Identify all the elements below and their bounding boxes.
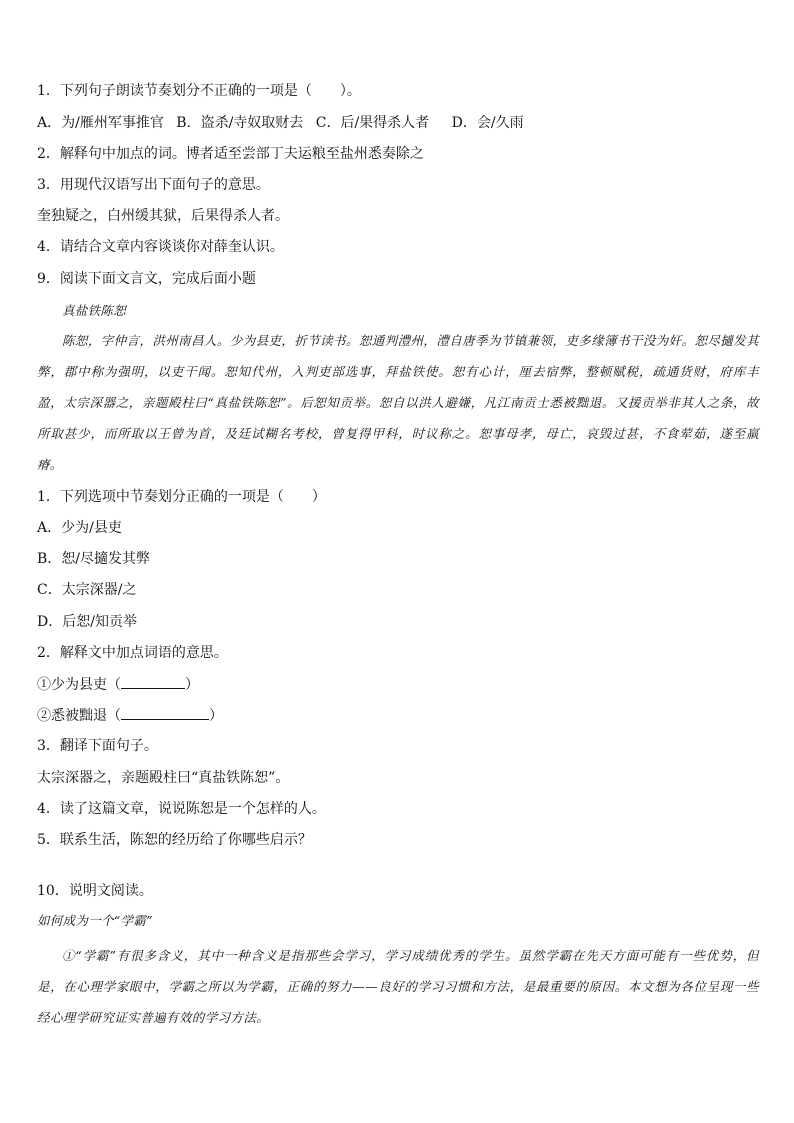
- article-title: 如何成为一个“学霸”: [37, 913, 153, 928]
- s9-question-3: 3．翻译下面句子。: [37, 738, 158, 754]
- section-9-heading: 9．阅读下面文言文，完成后面小题: [37, 271, 256, 287]
- s9-option-b: B．恕/尽擿发其弊: [37, 551, 151, 567]
- s9-q2-item-1: ①少为县吏（ ）: [37, 674, 199, 695]
- question-1-options: [37, 113, 532, 133]
- question-3-sentence: 奎独疑之，白州缓其狱，后果得杀人者。: [37, 208, 289, 224]
- s9-question-2: 2．解释文中加点词语的意思。: [37, 645, 228, 661]
- s9-question-4: 4．读了这篇文章，说说陈恕是一个怎样的人。: [37, 801, 326, 817]
- answer-blank[interactable]: [121, 705, 209, 720]
- s9-option-a: A．少为/县吏: [37, 520, 122, 536]
- question-2: 2．解释句中加点的词。博者适至尝部丁夫运粮至盐州悉奏除之: [37, 146, 424, 162]
- s9-q2-item-2: ②悉被黜退（ ）: [37, 705, 223, 726]
- question-3: 3．用现代汉语写出下面句子的意思。: [37, 177, 270, 193]
- option-c: C．后/果得杀人者: [315, 115, 430, 131]
- s9-question-3-sentence: 太宗深器之，亲题殿柱曰“真盐铁陈恕”。: [37, 770, 290, 786]
- s9-question-1: 1．下列选项中节奏划分正确的一项是（ ）: [37, 489, 326, 505]
- s9-question-5: 5．联系生活，陈恕的经历给了你哪些启示？: [37, 832, 312, 848]
- option-d: D．会/久雨: [451, 115, 524, 131]
- section-10-heading: 10．说明文阅读。: [37, 883, 153, 899]
- option-b: B．盗杀/寺奴取财去: [176, 115, 304, 131]
- passage-text: 陈恕，字仲言，洪州南昌人。少为县吏，折节读书。恕通判澧州，澧自唐季为节镇兼领，吏多缘簿书干没为奸。恕尽擿发其弊，郡中称为强明，以吏干闻。恕知代州，入判吏部选事，拜盐铁使。恕有心计，厘去宿弊，整顿赋税，疏通货财，府库丰盈，太宗深器之，亲题殿柱曰“真盐铁陈恕”。后恕知贡举。恕自以洪人避嫌，凡江南贡士悉被黜退。又援贡举非其人之条，故所取甚少，而所取以王曾为首，及廷试糊名考校，曾复得甲科，时议称之。恕事母孝，母亡，哀毁过甚，不食荤茹，遂至羸瘠。: [37, 333, 759, 472]
- article-paragraph: ①“学霸”有很多含义，其中一种含义是指那些会学习，学习成绩优秀的学生。虽然学霸在先天方面可能有一些优势，但是，在心理学家眼中，学霸之所以为学霸，正确的努力——良好的学习习惯和方法，是最重要的原因。本文想为各位呈现一些经心理学研究证实普遍有效的学习方法。: [37, 948, 759, 1025]
- question-4: 4．请结合文章内容谈谈你对薛奎认识。: [37, 239, 284, 255]
- s9-option-c: C．太宗深器/之: [37, 582, 137, 598]
- option-a: A．为/雁州军事推官: [37, 115, 164, 131]
- passage-title: 真盐铁陈恕: [62, 303, 127, 318]
- question-1: 1．下列句子朗读节奏划分不正确的一项是（ ）。: [37, 83, 361, 99]
- answer-blank[interactable]: [121, 674, 185, 689]
- s9-option-d: D．后恕/知贡举: [37, 614, 137, 630]
